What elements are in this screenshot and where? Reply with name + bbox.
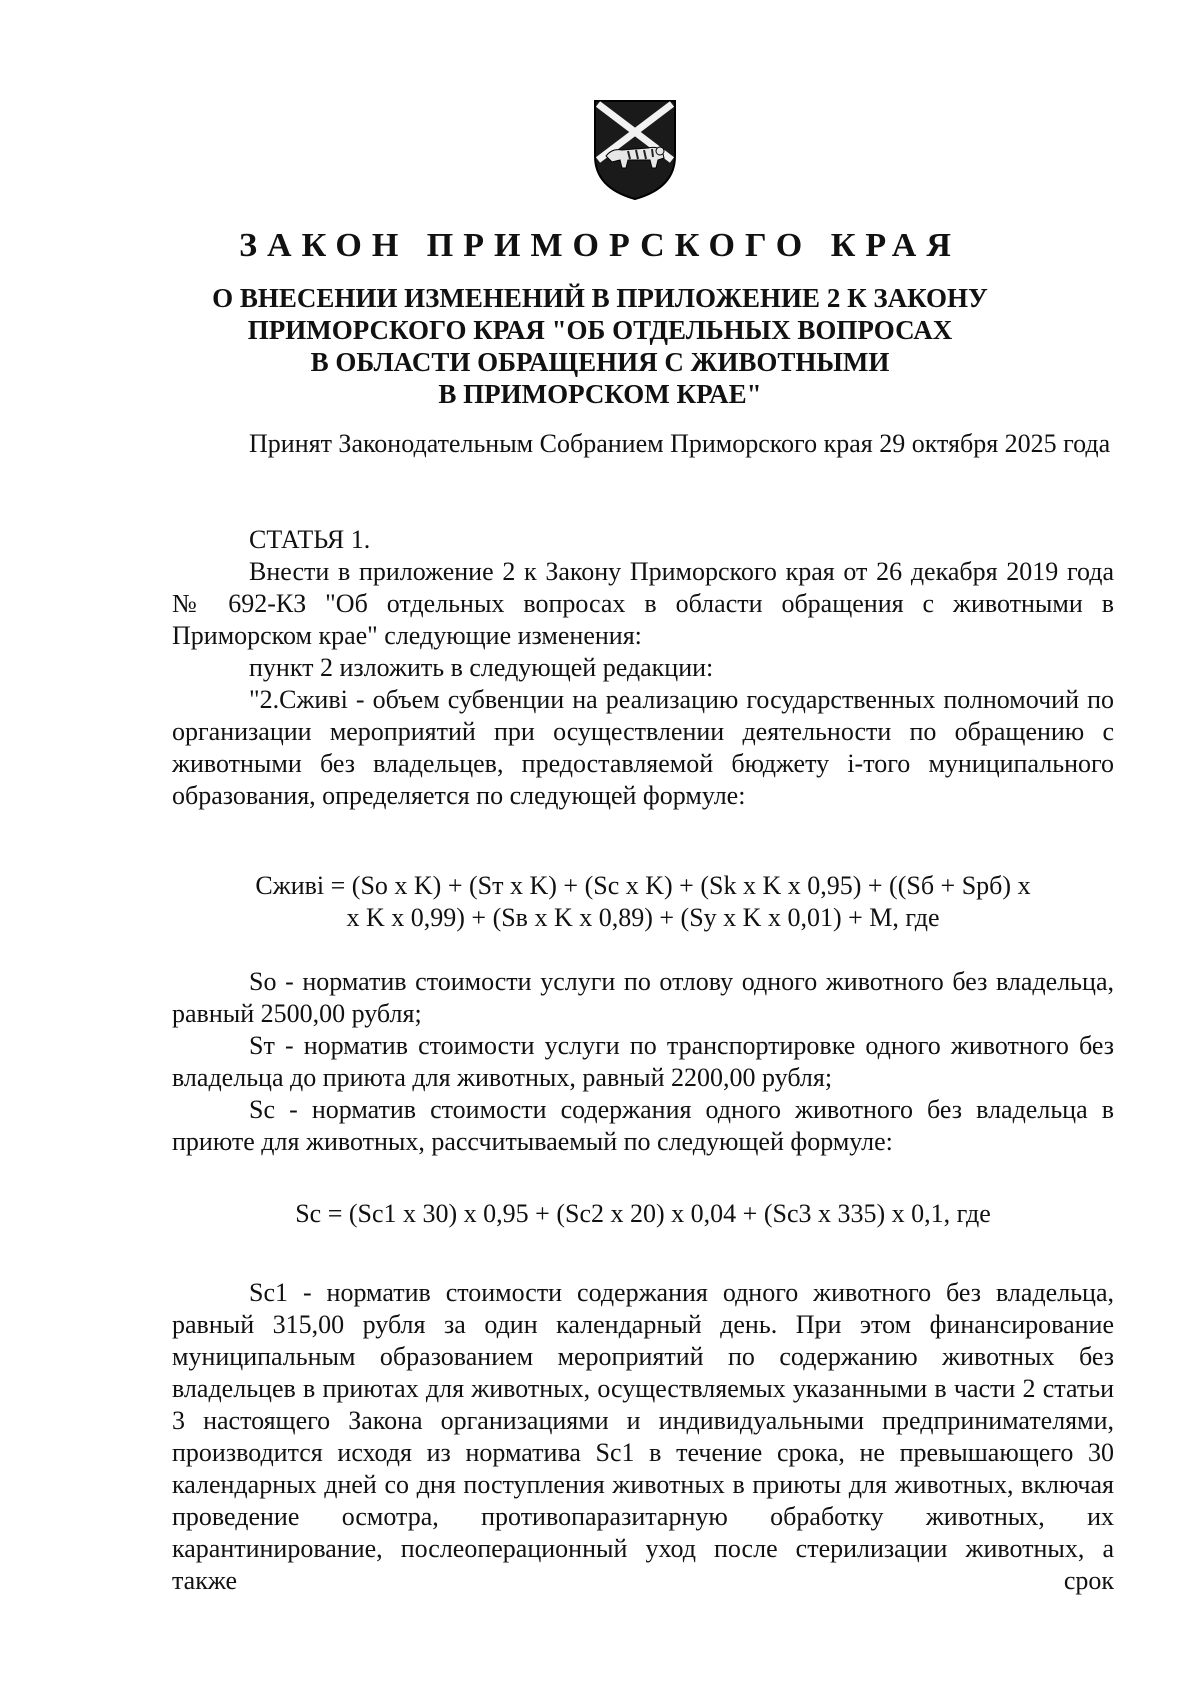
norm-so: So - норматив стоимости услуги по отлову одного животного без владельца, равный 2500,00 рубля; [172, 967, 1114, 1028]
formula-line: Сживi = (So x K) + (Sт x K) + (Sc x K) + (Sk x K x 0,95) + ((Sб + Sрб) x [255, 871, 1031, 900]
law-title: ЗАКОН ПРИМОРСКОГО КРАЯ [239, 227, 961, 264]
article-clause: пункт 2 изложить в следующей редакции: [249, 653, 714, 682]
article-heading: СТАТЬЯ 1. [249, 525, 371, 554]
subject-line: В ОБЛАСТИ ОБРАЩЕНИЯ С ЖИВОТНЫМИ [310, 347, 890, 377]
formula-line: Sc = (Sc1 x 30) x 0,95 + (Sc2 x 20) x 0,04 + (Sc3 x 335) x 0,1, где [295, 1199, 991, 1228]
article-definition: "2.Сживi - объем субвенции на реализацию государственных полномочий по организации мероприятий при осуществлении деятельности по обращению с животными без владельцев, предоставляемой бюджету i-того муниципального образования, определяется по следующей формуле: [172, 685, 1114, 810]
formula-sziv [172, 870, 1114, 934]
norms-block [172, 966, 1114, 1158]
adoption-text: Принят Законодательным Собранием Приморского края 29 октября 2025 года [249, 429, 1111, 458]
article-intro: Внести в приложение 2 к Закону Приморского края от 26 декабря 2019 года № 692-КЗ "Об отдельных вопросах в области обращения с животными в Приморском крае" следующие изменения: [172, 557, 1114, 650]
coat-of-arms-icon [592, 98, 678, 202]
article-block [172, 524, 1114, 812]
subject-line: ПРИМОРСКОГО КРАЯ "ОБ ОТДЕЛЬНЫХ ВОПРОСАХ [247, 315, 953, 345]
norm-sc1: Sc1 - норматив стоимости содержания одного животного без владельца, равный 315,00 рубля за один календарный день. При этом финансирование муниципальным образованием мероприятий по содержанию животных без владельцев в приютах для животных, осуществляемых указанными в части 2 статьи 3 настоящего Закона организациями и индивидуальными предпринимателями, производится исходя из норматива Sc1 в течение срока, не превышающего 30 календарных дней со дня поступления животных в приюты для животных, включая проведение осмотра, противопаразитарную обработку животных, их карантинирование, послеоперационный уход после стерилизации животных, а также срок [172, 1278, 1114, 1595]
law-subject [150, 282, 1050, 410]
norm-sc: Sc - норматив стоимости содержания одного животного без владельца в приюте для животных, рассчитываемый по следующей формуле: [172, 1095, 1114, 1156]
subject-line: В ПРИМОРСКОМ КРАЕ" [438, 379, 762, 409]
norm-st: Sт - норматив стоимости услуги по транспортировке одного животного без владельца до приюта для животных, равный 2200,00 рубля; [172, 1031, 1114, 1092]
formula-line: x K x 0,99) + (Sв x K x 0,89) + (Sy x K x 0,01) + M, где [346, 903, 940, 932]
formula-sc [172, 1198, 1114, 1230]
subject-line: О ВНЕСЕНИИ ИЗМЕНЕНИЙ В ПРИЛОЖЕНИЕ 2 К ЗАКОНУ [212, 283, 988, 313]
sc1-block [172, 1277, 1114, 1597]
adoption-block [172, 428, 1114, 460]
